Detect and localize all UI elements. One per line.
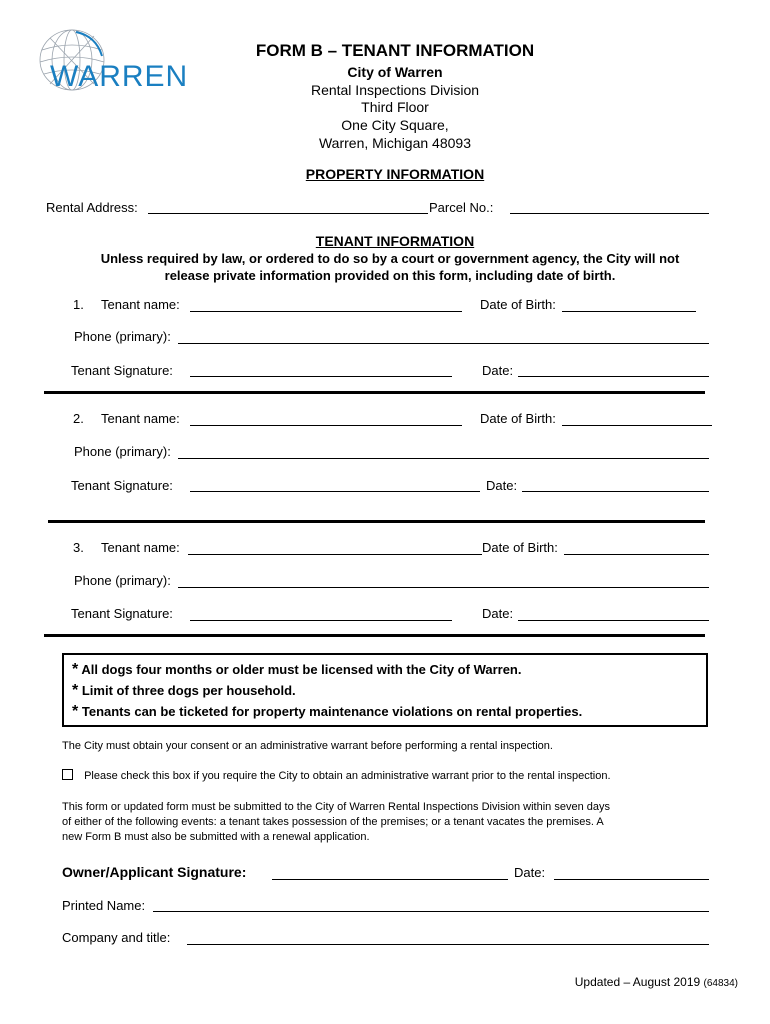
tenant3-dob-field[interactable] xyxy=(564,554,709,555)
note-item: * Tenants can be ticketed for property maintenance violations on rental properties. xyxy=(72,703,583,720)
owner-sig-label: Owner/Applicant Signature: xyxy=(62,864,247,880)
tenant2-sig-label: Tenant Signature: xyxy=(71,478,173,493)
tenant-info-heading: TENANT INFORMATION xyxy=(315,233,475,249)
tenant1-name-label: Tenant name: xyxy=(101,297,180,312)
tenant1-sig-label: Tenant Signature: xyxy=(71,363,173,378)
rental-address-label: Rental Address: xyxy=(46,200,138,215)
floor-text: Third Floor xyxy=(361,99,429,115)
warrant-checkbox-row xyxy=(62,769,611,782)
tenant2-dob-label: Date of Birth: xyxy=(480,411,556,426)
tenant2-date-field[interactable] xyxy=(522,491,709,492)
notes-box xyxy=(62,653,708,727)
tenant3-phone-field[interactable] xyxy=(178,587,709,588)
tenant2-phone-field[interactable] xyxy=(178,458,709,459)
owner-date-field[interactable] xyxy=(554,879,709,880)
rental-address-field[interactable] xyxy=(148,213,428,214)
tenant3-number: 3. xyxy=(73,540,84,555)
tenant3-date-field[interactable] xyxy=(518,620,709,621)
tenant2-sig-field[interactable] xyxy=(190,491,480,492)
company-title-label: Company and title: xyxy=(62,930,171,945)
tenant1-phone-label: Phone (primary): xyxy=(74,329,171,344)
tenant1-number: 1. xyxy=(73,297,84,312)
tenant2-phone-label: Phone (primary): xyxy=(74,444,171,459)
submission-text-line3: new Form B must also be submitted with a renewal application. xyxy=(62,831,370,843)
submission-text-line1: This form or updated form must be submitted to the City of Warren Rental Inspections Division within seven days xyxy=(62,801,610,813)
tenant3-sig-label: Tenant Signature: xyxy=(71,606,173,621)
updated-date: Updated – August 2019 xyxy=(574,975,701,989)
tenant2-date-label: Date: xyxy=(486,478,518,493)
printed-name-label: Printed Name: xyxy=(62,898,146,913)
tenant3-sig-field[interactable] xyxy=(190,620,452,621)
tenant2-number: 2. xyxy=(73,411,84,426)
tenant1-name-field[interactable] xyxy=(190,311,462,312)
note-item: * Limit of three dogs per household. xyxy=(72,682,296,699)
owner-sig-field[interactable] xyxy=(272,879,508,880)
asterisk-icon: * xyxy=(72,703,79,720)
tenant1-dob-label: Date of Birth: xyxy=(480,297,556,312)
tenant3-name-field[interactable] xyxy=(188,554,482,555)
privacy-notice-line2: release private information provided on this form, including date of birth. xyxy=(164,268,616,283)
city-name: City of Warren xyxy=(347,64,443,80)
parcel-label: Parcel No.: xyxy=(429,200,494,215)
asterisk-icon: * xyxy=(72,682,79,699)
tenant2-divider xyxy=(48,520,705,523)
form-code: (64834) xyxy=(703,978,738,989)
form-title: FORM B – TENANT INFORMATION xyxy=(255,41,535,60)
tenant1-phone-field[interactable] xyxy=(178,343,709,344)
company-title-field[interactable] xyxy=(187,944,709,945)
consent-text: The City must obtain your consent or an administrative warrant before performing a rental inspection. xyxy=(62,740,553,752)
tenant1-date-field[interactable] xyxy=(518,376,709,377)
division-name: Rental Inspections Division xyxy=(310,82,480,98)
warrant-checkbox[interactable] xyxy=(62,769,73,780)
logo-text: WARREN xyxy=(50,60,189,93)
tenant1-date-label: Date: xyxy=(482,363,514,378)
asterisk-icon: * xyxy=(72,661,79,678)
tenant3-date-label: Date: xyxy=(482,606,514,621)
footer-updated xyxy=(575,975,738,989)
tenant1-dob-field[interactable] xyxy=(562,311,696,312)
printed-name-field[interactable] xyxy=(153,911,709,912)
street-text: One City Square, xyxy=(341,117,449,133)
note-item: * All dogs four months or older must be licensed with the City of Warren. xyxy=(72,661,522,678)
warren-logo xyxy=(30,22,200,102)
property-heading: PROPERTY INFORMATION xyxy=(305,166,485,182)
tenant3-divider xyxy=(44,634,705,637)
city-state-text: Warren, Michigan 48093 xyxy=(318,135,471,151)
tenant2-name-field[interactable] xyxy=(190,425,462,426)
tenant2-name-label: Tenant name: xyxy=(101,411,180,426)
tenant3-dob-label: Date of Birth: xyxy=(482,540,558,555)
privacy-notice-line1: Unless required by law, or ordered to do so by a court or government agency, the City will not xyxy=(100,251,680,266)
warrant-checkbox-label: Please check this box if you require the City to obtain an administrative warrant prior to the rental inspection. xyxy=(84,770,611,782)
tenant1-sig-field[interactable] xyxy=(190,376,452,377)
tenant3-phone-label: Phone (primary): xyxy=(74,573,171,588)
parcel-field[interactable] xyxy=(510,213,709,214)
tenant1-divider xyxy=(44,391,705,394)
owner-date-label: Date: xyxy=(514,865,546,880)
submission-text-line2: of either of the following events: a tenant takes possession of the premises; or a tenant vacates the premises. A xyxy=(62,816,604,828)
tenant3-name-label: Tenant name: xyxy=(101,540,180,555)
tenant2-dob-field[interactable] xyxy=(562,425,712,426)
